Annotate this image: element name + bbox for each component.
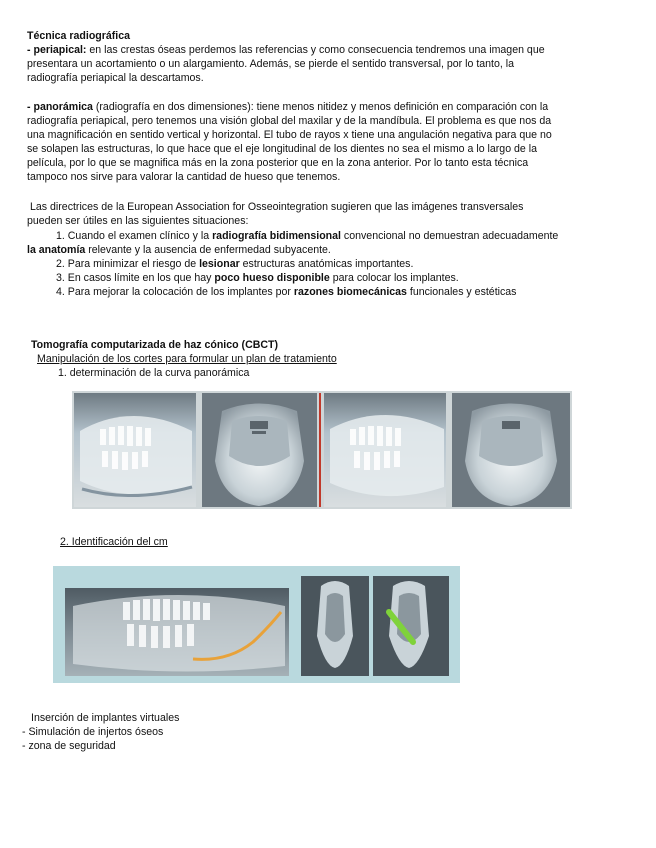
list-item-4-c: funcionales y estéticas <box>406 286 517 298</box>
list-item-2 <box>56 257 413 271</box>
bullet-injertos: - Simulación de injertos óseos <box>22 726 164 738</box>
list-item-1 <box>56 229 558 243</box>
panel-panoramic-1 <box>74 393 196 507</box>
panoramica-line-3: una magnificación en sentido vertical y horizontal. El tubo de rayos x tiene una angulación negativa para que no <box>27 129 552 141</box>
panoramica-line-2: radiografía periapical, pero tenemos una visión global del maxilar y de la mandíbula. El problema es que nos da <box>27 115 552 127</box>
panel-axial-1 <box>202 393 317 507</box>
panoramica-line-6: tampoco nos sirve para valorar la cantidad de hueso que tenemos. <box>27 171 341 183</box>
list-item-2-b: lesionar <box>199 258 240 270</box>
section-subtitle-manipulacion: Manipulación de los cortes para formular un plan de tratamiento <box>37 353 337 365</box>
periapical-line-1 <box>27 43 545 57</box>
list-item-3 <box>56 271 459 285</box>
list-item-1-c: convencional no demuestran adecuadamente <box>340 230 559 242</box>
cbct-panoramic-curve-image <box>72 391 572 509</box>
panel-cross-section-2 <box>373 576 449 676</box>
cbct-panoramic-curve-svg <box>72 391 572 509</box>
list-item-2-c: estructuras anatómicas importantes. <box>239 258 414 270</box>
step-1-label: 1. determinación de la curva panorámica <box>58 367 250 379</box>
list-item-1-cont <box>27 243 331 257</box>
list-item-2-a: 2. Para minimizar el riesgo de <box>56 258 200 270</box>
insercion-label: Inserción de implantes virtuales <box>31 712 180 724</box>
panel-divider <box>319 393 321 507</box>
panoramica-text-1: (radiografía en dos dimensiones): tiene menos nitidez y menos definición en comparación con la <box>92 101 549 113</box>
panoramica-label: - panorámica <box>27 101 93 113</box>
list-item-3-a: 3. En casos límite en los que hay <box>56 272 215 284</box>
panoramica-line-4: se solapen las estructuras, lo que hace que el eje longitudinal de los dientes no sea el mismo a lo largo de la <box>27 143 537 155</box>
cbct-canal-identification-svg <box>53 566 460 683</box>
list-item-4-b: razones biomecánicas <box>293 286 407 298</box>
section-title-cbct: Tomografía computarizada de haz cónico (CBCT) <box>31 339 279 351</box>
panel-panoramic-canal <box>65 588 289 676</box>
list-item-3-c: para colocar los implantes. <box>329 272 459 284</box>
section-title-tecnica: Técnica radiográfica <box>27 30 131 42</box>
periapical-line-3: radiografía periapical la descartamos. <box>27 72 204 84</box>
panoramica-line-5: película, por lo que se magnifica más en la zona posterior que en la zona anterior. Por lo tanto esta técnica <box>27 157 529 169</box>
step-2-label: 2. Identificación del cm <box>60 536 168 548</box>
list-item-4 <box>56 285 516 299</box>
list-item-1-a: 1. Cuando el examen clínico y la <box>56 230 213 242</box>
periapical-label: - periapical: <box>27 44 87 56</box>
panoramica-line-1 <box>27 100 548 114</box>
list-item-3-b: poco hueso disponible <box>214 272 330 284</box>
directrices-line-2: pueden ser útiles en las siguientes situaciones: <box>27 215 249 227</box>
panel-panoramic-2 <box>324 393 446 507</box>
cbct-canal-identification-image <box>53 566 460 683</box>
list-item-1-d-bold: la anatomía <box>27 244 86 256</box>
directrices-line-1: Las directrices de la European Association for Osseointegration sugieren que las imágenes transversales <box>30 201 524 213</box>
periapical-line-2: presentara un acortamiento o un alargamiento. Además, se pierde el sentido transversal, por lo tanto, la <box>27 58 515 70</box>
panel-cross-section-1 <box>301 576 369 676</box>
bullet-seguridad: - zona de seguridad <box>22 740 116 752</box>
list-item-4-a: 4. Para mejorar la colocación de los implantes por <box>56 286 294 298</box>
list-item-1-b: radiografía bidimensional <box>212 230 341 242</box>
list-item-1-d: relevante y la ausencia de enfermedad subyacente. <box>85 244 331 256</box>
panel-axial-2 <box>452 393 570 507</box>
periapical-text-1: en las crestas óseas perdemos las referencias y como consecuencia tendremos una imagen que <box>86 44 545 56</box>
